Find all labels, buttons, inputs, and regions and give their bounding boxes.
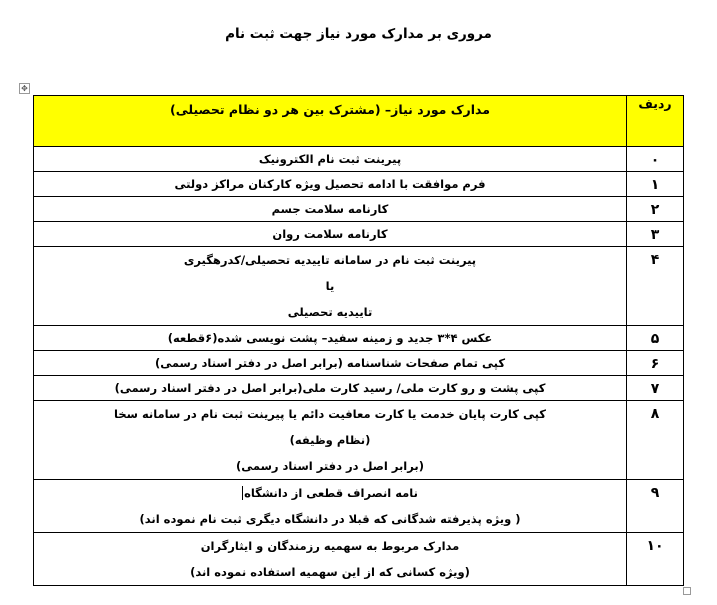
table-row: [34, 147, 684, 172]
row-document: [34, 147, 627, 172]
document-line-text[interactable]: نامه انصراف قطعی از دانشگاه: [244, 486, 418, 500]
document-line: مدارک مربوط به سهمیه رزمندگان و ایثارگران: [200, 539, 460, 553]
row-document: [34, 222, 627, 247]
document-line: ( ویژه پذیرفته شدگانی که قبلا در دانشگاه دیگری ثبت نام نموده اند): [139, 512, 521, 526]
documents-table: [33, 95, 684, 586]
row-document: [34, 401, 627, 480]
row-document: [34, 172, 627, 197]
document-line: کپی کارت پایان خدمت یا کارت معافیت دائم یا پیرینت ثبت نام در سامانه سخا: [114, 407, 546, 421]
document-line: عکس ۴*۳ جدید و زمینه سفید– پشت نویسی شده(۶قطعه): [167, 331, 493, 345]
row-document: [34, 247, 627, 326]
row-document: [34, 480, 627, 533]
table-row: [34, 480, 684, 533]
document-line: کارنامه سلامت روان: [272, 227, 388, 241]
row-number: ۷: [627, 376, 684, 401]
row-number: ۱: [627, 172, 684, 197]
table-row: [34, 326, 684, 351]
document-line: کارنامه سلامت جسم: [271, 202, 389, 216]
page-title: مروری بر مدارک مورد نیاز جهت ثبت نام: [225, 26, 492, 42]
table-resize-handle[interactable]: [683, 587, 691, 595]
document-line: (برابر اصل در دفتر اسناد رسمی): [236, 459, 424, 473]
row-document: [34, 326, 627, 351]
table-row: [34, 351, 684, 376]
document-line: یا: [325, 279, 335, 293]
table-row: [34, 172, 684, 197]
row-number: ۶: [627, 351, 684, 376]
row-document: [34, 533, 627, 586]
row-number: ۹: [627, 480, 684, 533]
table-row: [34, 197, 684, 222]
row-number: ۰: [627, 147, 684, 172]
table-row: [34, 247, 684, 326]
document-line: پیرینت ثبت نام الکترونیک: [258, 152, 402, 166]
table-move-handle-icon[interactable]: ✥: [19, 83, 30, 94]
row-number: ۵: [627, 326, 684, 351]
document-line: کپی پشت و رو کارت ملی/ رسید کارت ملی(برابر اصل در دفتر اسناد رسمی): [114, 381, 546, 395]
document-line: (ویژه کسانی که از این سهمیه استفاده نموده اند): [190, 565, 470, 579]
document-line: تاییدیه تحصیلی: [287, 305, 373, 319]
row-number: ۳: [627, 222, 684, 247]
table-row: [34, 533, 684, 586]
document-line: (نظام وظیفه): [289, 433, 371, 447]
table-header-row: [34, 96, 684, 147]
row-document: [34, 197, 627, 222]
row-document: [34, 351, 627, 376]
row-number: ۲: [627, 197, 684, 222]
document-line: فرم موافقت با ادامه تحصیل ویژه کارکنان مراکز دولتی: [174, 177, 486, 191]
row-number: ۸: [627, 401, 684, 480]
table-row: [34, 401, 684, 480]
row-document: [34, 376, 627, 401]
table-row: [34, 222, 684, 247]
header-documents: مدارک مورد نیاز– (مشترک بین هر دو نظام تحصیلی): [34, 96, 627, 147]
row-number: ۴: [627, 247, 684, 326]
header-row-number: ردیف: [627, 96, 684, 147]
document-line: [38, 480, 622, 506]
document-line: پیرینت ثبت نام در سامانه تاییدیه تحصیلی/کدرهگیری: [183, 253, 477, 267]
row-number: ۱۰: [627, 533, 684, 586]
table-row: [34, 376, 684, 401]
document-line: کپی تمام صفحات شناسنامه (برابر اصل در دفتر اسناد رسمی): [154, 356, 506, 370]
